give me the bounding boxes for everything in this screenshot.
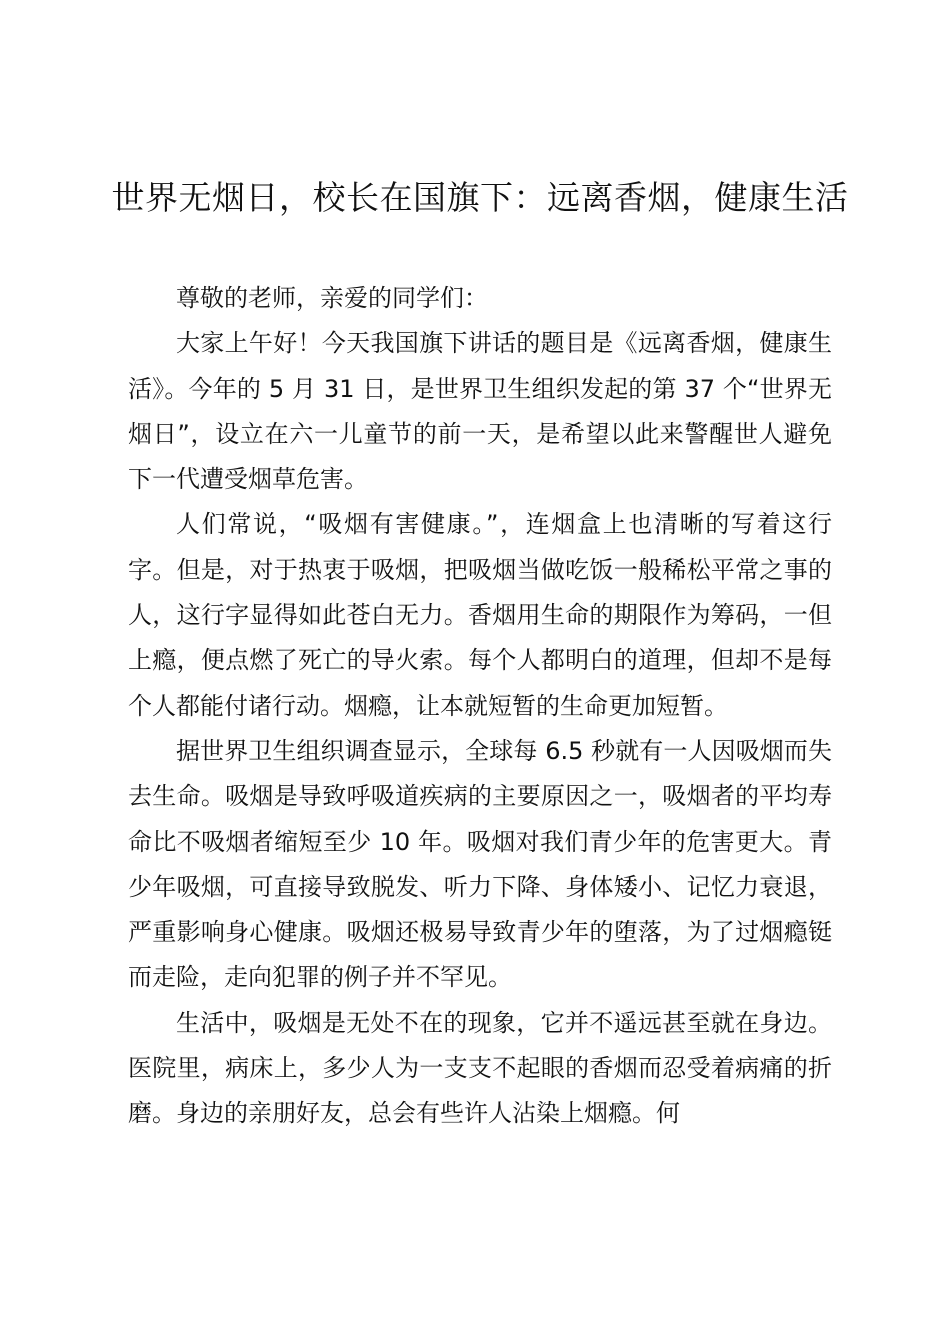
document-title: 世界无烟日，校长在国旗下：远离香烟，健康生活 (111, 178, 849, 217)
document-body (128, 276, 832, 1137)
paragraph: 大家上午好！今天我国旗下讲话的题目是《远离香烟，健康生活》。今年的 5 月 31 日，是世界卫生组织发起的第 37 个“世界无烟日”，设立在六一儿童节的前一天，是希望以此来警醒世人避免下一代遭受烟草危害。 (128, 329, 832, 494)
paragraph: 生活中，吸烟是无处不在的现象，它并不遥远甚至就在身边。医院里，病床上，多少人为一支支不起眼的香烟而忍受着病痛的折磨。身边的亲朋好友，总会有些许人沾染上烟瘾。何 (128, 1008, 832, 1128)
paragraph: 据世界卫生组织调查显示，全球每 6.5 秒就有一人因吸烟而失去生命。吸烟是导致呼吸道疾病的主要原因之一，吸烟者的平均寿命比不吸烟者缩短至少 10 年。吸烟对我们青少年的危害更大。青少年吸烟，可直接导致脱发、听力下降、身体矮小、记忆力衰退，严重影响身心健康。吸烟还极易导致青少年的堕落，为了过烟瘾铤而走险，走向犯罪的例子并不罕见。 (128, 736, 832, 992)
paragraph: 人们常说，“吸烟有害健康。”，连烟盒上也清晰的写着这行字。但是，对于热衷于吸烟，把吸烟当做吃饭一般稀松平常之事的人，这行字显得如此苍白无力。香烟用生命的期限作为筹码，一但上瘾，便点燃了死亡的导火索。每个人都明白的道理，但却不是每个人都能付诸行动。烟瘾，让本就短暂的生命更加短暂。 (128, 510, 832, 720)
salutation: 尊敬的老师，亲爱的同学们： (176, 284, 488, 312)
